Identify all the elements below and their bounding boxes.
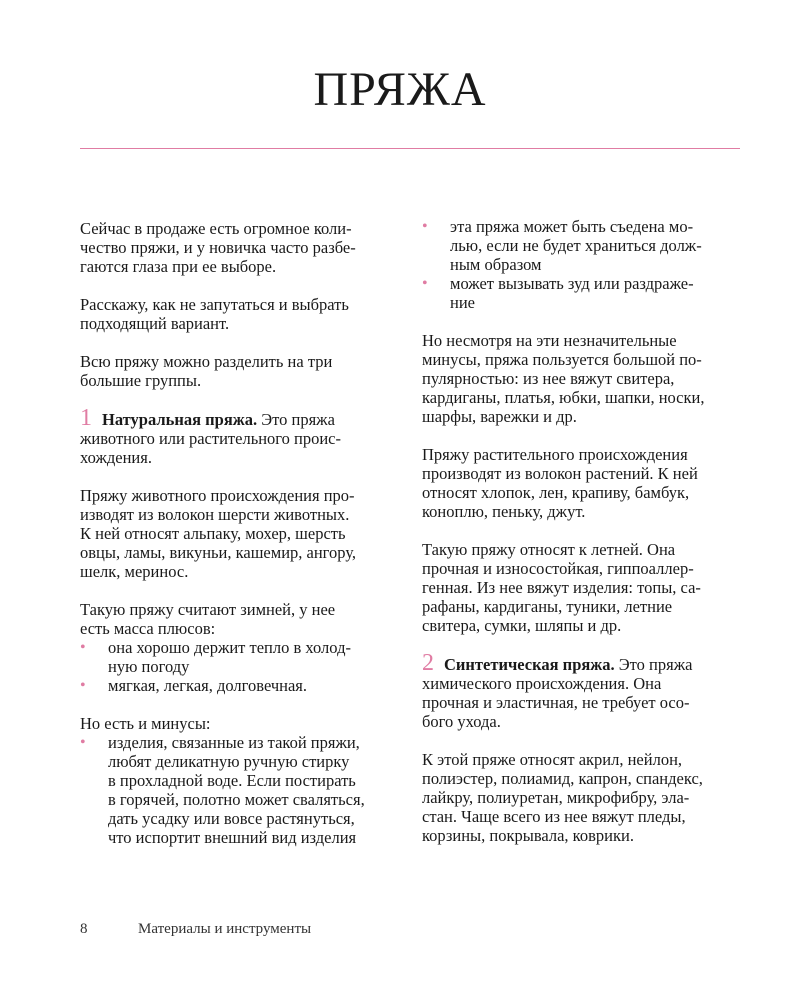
bullet-icon: •: [80, 677, 86, 694]
cons-list-continued: [422, 217, 747, 312]
section-number: 1: [80, 405, 92, 431]
groups-paragraph: Всю пряжу можно разделить на три большие группы.: [80, 352, 333, 390]
cons-heading: Но есть и минусы:: [80, 714, 211, 733]
synthetic-types-paragraph: К этой пряже относят акрил, нейлон, полиэстер, полиамид, капрон, спандекс, лайкру, полиуретан, микрофибру, эла- стан. Чаще всего из нее вяжут пледы, корзины, покрывала, коврики.: [422, 750, 703, 845]
plant-yarn-paragraph: Пряжу растительного происхождения производят из волокон растений. К ней относят хлопок, лен, крапиву, бамбук, коноплю, пеньку, джут.: [422, 445, 698, 521]
pros-list: [80, 638, 400, 695]
list-item: • может вызывать зуд или раздраже- ние: [422, 274, 694, 312]
section-natural-yarn: [80, 405, 400, 467]
right-column: [422, 217, 747, 864]
list-item: • изделия, связанные из такой пряжи, любят деликатную ручную стирку в прохладной воде. Если постирать в горячей, полотно может сваляться, дать усадку или вовсе растянуться, что испортит внешний вид изделия: [80, 733, 365, 847]
page-title: ПРЯЖА: [313, 63, 487, 116]
section-title: Синтетическая пряжа.: [444, 655, 615, 674]
winter-yarn-paragraph: Такую пряжу считают зимней, у нее есть масса плюсов:: [80, 600, 336, 638]
list-item: • эта пряжа может быть съедена мо- лью, если не будет храниться долж- ным образом: [422, 217, 702, 274]
page-number: 8: [80, 921, 88, 937]
left-column: [80, 219, 400, 866]
popularity-paragraph: Но несмотря на эти незначительные минусы, пряжа пользуется большой по- пулярностью: из нее вяжут свитера, кардиганы, платья, юбки, шапки, носки, шарфы, варежки и др.: [422, 331, 705, 426]
bullet-icon: •: [422, 218, 428, 235]
section-number: 2: [422, 650, 434, 676]
bullet-icon: •: [80, 734, 86, 751]
animal-yarn-paragraph: Пряжу животного происхождения про- изводят из волокон шерсти животных. К ней относят альпаку, мохер, шерсть овцы, ламы, викуньи, кашемир, ангору, шелк, меринос.: [80, 486, 357, 581]
list-item: • она хорошо держит тепло в холод- ную погоду: [80, 638, 351, 676]
intro-paragraph: Сейчас в продаже есть огромное коли- чество пряжи, и у новичка часто разбе- гаются глаза при ее выборе.: [80, 219, 356, 276]
summer-yarn-paragraph: Такую пряжу относят к летней. Она прочная и износостойкая, гиппоаллер- генная. Из нее вяжут изделия: топы, са- рафаны, кардиганы, туники, летние свитера, сумки, шляпы и др.: [422, 540, 701, 635]
section-title: Натуральная пряжа.: [102, 410, 258, 429]
title-divider: [80, 148, 740, 149]
bullet-icon: •: [80, 639, 86, 656]
advice-paragraph: Расскажу, как не запутаться и выбрать подходящий вариант.: [80, 295, 349, 333]
list-item: • мягкая, легкая, долговечная.: [80, 676, 308, 695]
section-synthetic-yarn: [422, 650, 747, 731]
section-text: Это пряжа химического происхождения. Она прочная и эластичная, не требует осо- бого ухода.: [422, 655, 693, 731]
footer-section-title: Материалы и инструменты: [138, 921, 312, 937]
section-text: Это пряжа животного или растительного проис- хождения.: [80, 410, 342, 467]
bullet-icon: •: [422, 275, 428, 292]
cons-list: [80, 733, 400, 847]
